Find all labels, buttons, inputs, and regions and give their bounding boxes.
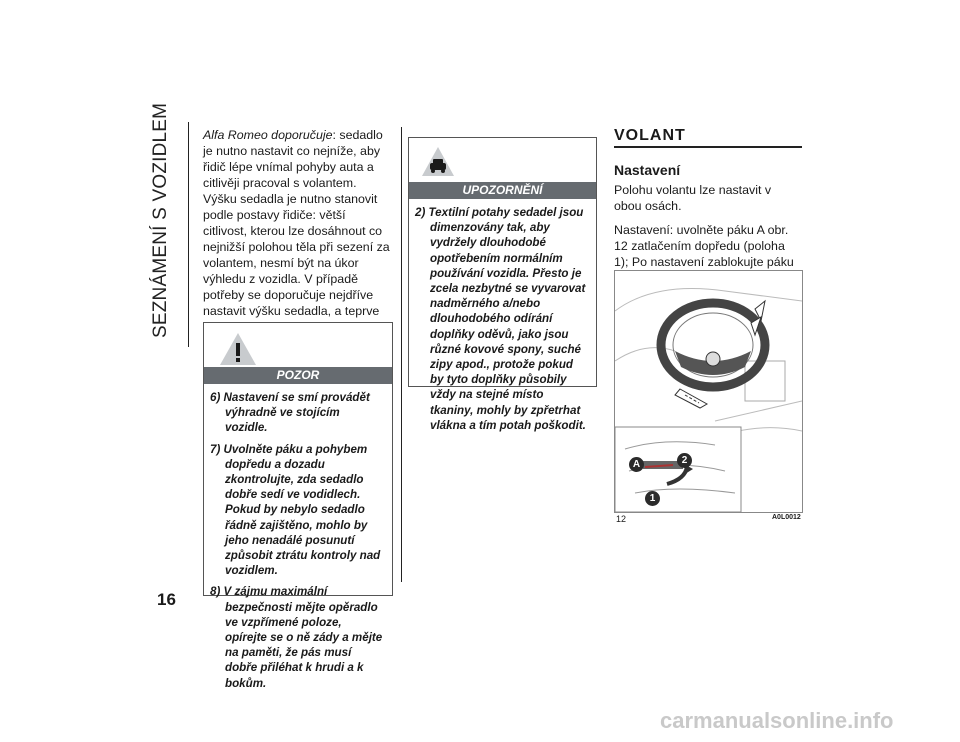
pozor-warning-box (203, 322, 393, 690)
pozor-item: 7) Uvolněte páku a pohybem dopředu a dozadu zkontrolujte, zda sedadlo dobře sedí ve vodidlech. Pokud by nebylo sedadlo řádně zajištěno, mohlo by jeho nenadálé posunutí způsobit ztrátu kontroly nad vozidlem. (210, 442, 381, 578)
upozorneni-item: 2) Textilní potahy sedadel jsou dimenzovány tak, aby vydržely dlouhodobé opotřebením normálním používání vozidla. Přesto je zcela nezbytné se vyvarovat nadměrného a/nebo dlouhodobého odírání doplňky oděvů, jako jsou různé kovové spony, suché zipy apod., protože pokud by tyto doplňky působily vždy na stejné místo tkaniny, mohly by zpřetrhat vlákna a tím potah poškodit. (415, 206, 586, 432)
exclamation-warning-icon (218, 331, 258, 367)
upozorneni-list (409, 205, 596, 439)
pozor-item: 6) Nastavení se smí provádět výhradně ve stojícím vozidle. (210, 391, 370, 435)
recommendation-lead: Alfa Romeo doporučuje (203, 128, 333, 142)
upozorneni-icon-area (409, 138, 596, 182)
car-notice-icon (421, 146, 455, 178)
figure-number: 12 (616, 514, 627, 524)
pozor-list (204, 390, 392, 697)
pozor-title: POZOR (204, 367, 392, 384)
pozor-item: 8) V zájmu maximální bezpečnosti mějte opěradlo ve vzpřímené poloze, opírejte se o ně zády a mějte na paměti, že pás musí dobře přiléhat k hrudi a k bokům. (210, 585, 383, 690)
column-separator (401, 127, 402, 582)
page-number: 16 (157, 590, 176, 609)
label-a-badge: A (629, 457, 644, 472)
instruction-text: Nastavení: uvolněte páku A obr. 12 zatlačením dopředu (poloha 1); Po nastavení zablokujte páku (614, 223, 794, 269)
watermark-footer: carmanualsonline.info (660, 708, 894, 733)
heading-rule (614, 146, 802, 148)
recommendation-text: : sedadlo je nutno nastavit co nejníže, aby řidič lépe vnímal pohyby auta a citlivěji pracoval s volantem. Výšku sedadla je nutno stanovit podle postavy řidiče: větší citlivost, kterou lze dosáhnout co nejnižší polohou těla při sezení za volantem, nesmí být na úkor výhledu z vozidla. V případě potřeby se doporučuje nejdříve nastavit výšku sedadla, a teprve (203, 128, 390, 318)
body-paragraph: Polohu volantu lze nastavit v obou osách. (614, 183, 772, 213)
steering-wheel-figure (614, 270, 803, 513)
upozorneni-notice-box (408, 137, 597, 432)
section-heading: VOLANT (614, 127, 686, 144)
side-section-title: SEZNÁMENÍ S VOZIDLEM (150, 102, 171, 338)
pozor-icon-area (204, 323, 392, 367)
upozorneni-title: UPOZORNĚNÍ (409, 182, 596, 199)
label-2-badge: 2 (677, 453, 692, 468)
side-rule (188, 122, 189, 347)
figure-code: A0L0012 (772, 514, 801, 521)
label-1-badge: 1 (645, 491, 660, 506)
steering-wheel-illustration (615, 271, 802, 512)
subsection-heading: Nastavení (614, 162, 681, 178)
